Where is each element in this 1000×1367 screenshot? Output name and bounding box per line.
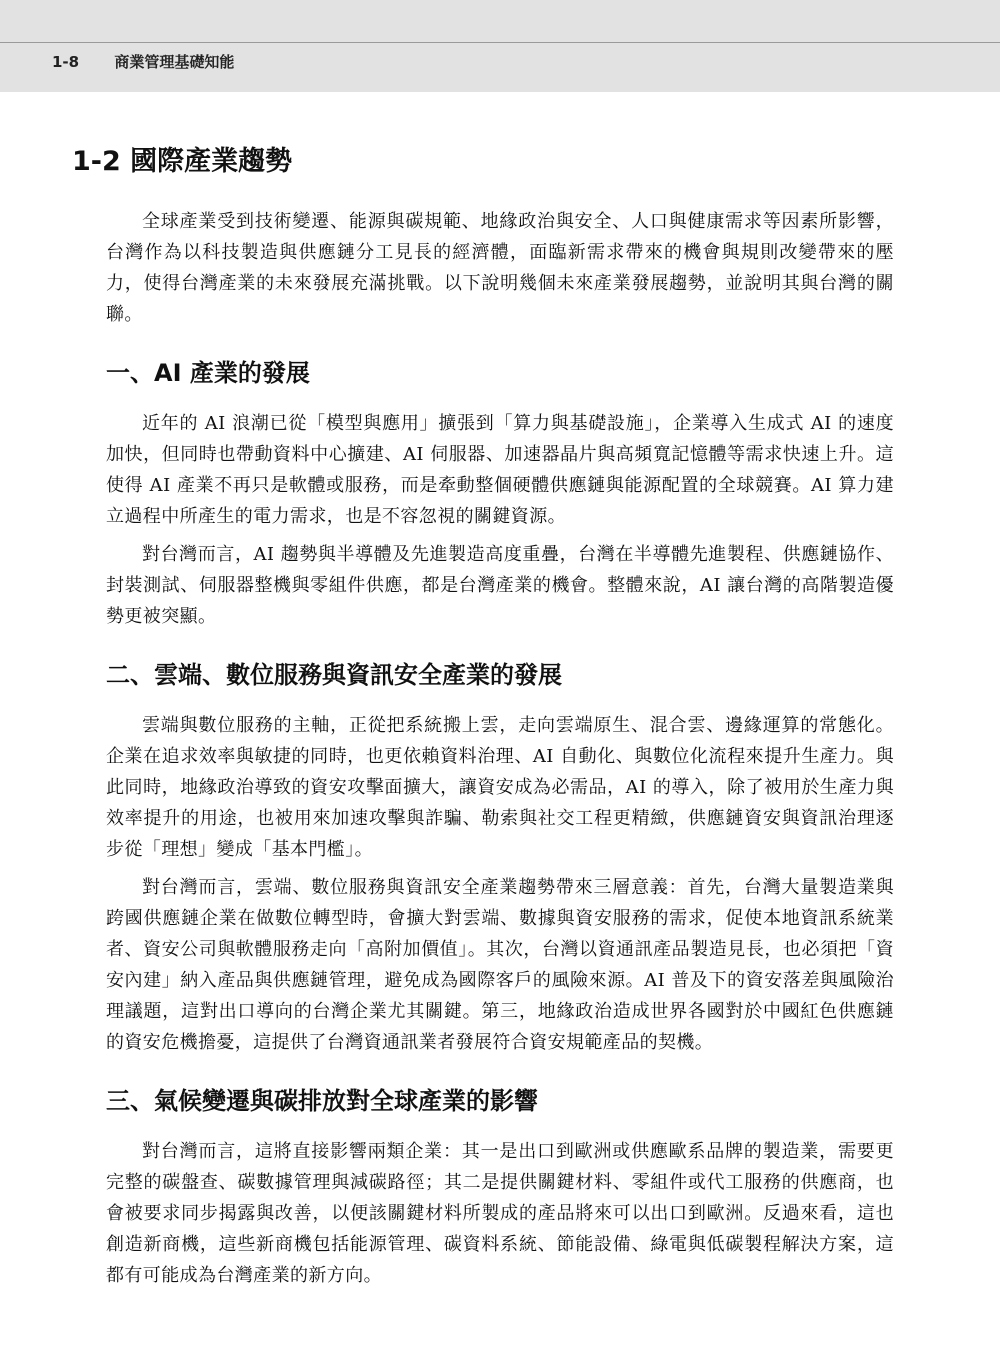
book-title: 商業管理基礎知能 [114,53,235,71]
header-rule [0,42,1000,43]
page-body [72,132,894,1298]
paragraph: 近年的 AI 浪潮已從「模型與應用」擴張到「算力與基礎設施」，企業導入生成式 AI 的速度加快，但同時也帶動資料中心擴建、AI 伺服器、加速器晶片與高頻寬記憶體等需求快速上升。這使得 AI 產業不再只是軟體或服務，而是牽動整個硬體供應鏈與能源配置的全球競賽。AI 算力建立過程中所產生的電力需求，也是不容忽視的關鍵資源。 [106,413,894,527]
subsection-title-ai: 一、AI 產業的發展 [106,359,310,387]
paragraph: 對台灣而言，這將直接影響兩類企業：其一是出口到歐洲或供應歐系品牌的製造業，需要更完整的碳盤查、碳數據管理與減碳路徑；其二是提供關鍵材料、零組件或代工服務的供應商，也會被要求同步揭露與改善，以便該關鍵材料所製成的產品將來可以出口到歐洲。反過來看，這也創造新商機，這些新商機包括能源管理、碳資料系統、節能設備、綠電與低碳製程解決方案，這都有可能成為台灣產業的新方向。 [106,1141,894,1286]
subsection-title-cloud-security: 二、雲端、數位服務與資訊安全產業的發展 [106,661,562,689]
running-header [52,51,234,72]
paragraph: 對台灣而言，雲端、數位服務與資訊安全產業趨勢帶來三層意義：首先，台灣大量製造業與跨國供應鏈企業在做數位轉型時，會擴大對雲端、數據與資安服務的需求，促使本地資訊系統業者、資安公司與軟體服務走向「高附加價值」。其次，台灣以資通訊產品製造見長，也必須把「資安內建」納入產品與供應鏈管理，避免成為國際客戶的風險來源。AI 普及下的資安落差與風險治理議題，這對出口導向的台灣企業尤其關鍵。第三，地緣政治造成世界各國對於中國紅色供應鏈的資安危機擔憂，這提供了台灣資通訊業者發展符合資安規範產品的契機。 [106,877,894,1053]
paragraph: 對台灣而言，AI 趨勢與半導體及先進製造高度重疊，台灣在半導體先進製程、供應鏈協作、封裝測試、伺服器整機與零組件供應，都是台灣產業的機會。整體來說，AI 讓台灣的高階製造優勢更被突顯。 [106,544,894,627]
paragraph: 雲端與數位服務的主軸，正從把系統搬上雲，走向雲端原生、混合雲、邊緣運算的常態化。企業在追求效率與敏捷的同時，也更依賴資料治理、AI 自動化、與數位化流程來提升生產力。與此同時，地緣政治導致的資安攻擊面擴大，讓資安成為必需品，AI 的導入，除了被用於生產力與效率提升的用途，也被用來加速攻擊與詐騙、勒索與社交工程更精緻，供應鏈資安與資訊治理逐步從「理想」變成「基本門檻」。 [106,715,894,860]
page-header [0,0,1000,92]
page-number: 1-8 [52,53,80,71]
section-title: 1-2 國際產業趨勢 [72,146,293,177]
section-intro: 全球產業受到技術變遷、能源與碳規範、地緣政治與安全、人口與健康需求等因素所影響，台灣作為以科技製造與供應鏈分工見長的經濟體，面臨新需求帶來的機會與規則改變帶來的壓力，使得台灣產業的未來發展充滿挑戰。以下說明幾個未來產業發展趨勢，並說明其與台灣的關聯。 [106,211,894,325]
subsection-title-climate: 三、氣候變遷與碳排放對全球產業的影響 [106,1087,538,1115]
